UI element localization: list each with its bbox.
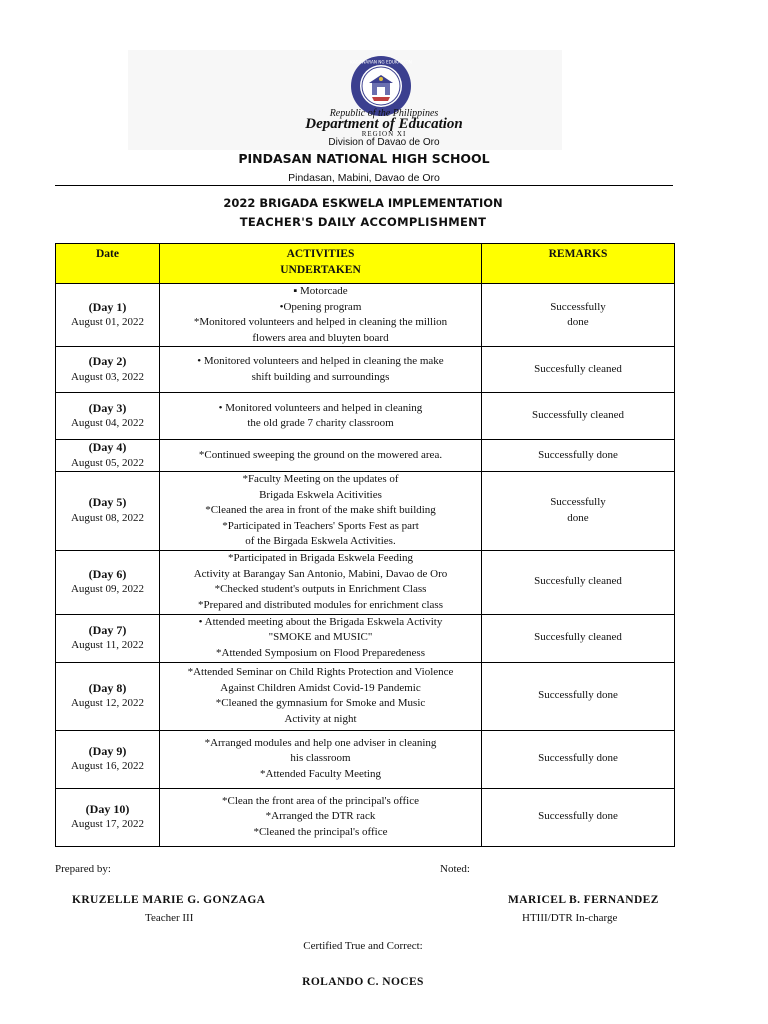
table-row — [56, 284, 675, 347]
document-title: 2022 BRIGADA ESKWELA IMPLEMENTATION — [223, 196, 503, 210]
activity-line: • Attended meeting about the Brigada Eskwela Activity — [198, 615, 443, 628]
date-cell — [56, 788, 160, 846]
activity-line: flowers area and bluyten board — [252, 331, 389, 344]
remark-line: Succesfully cleaned — [534, 575, 622, 588]
activity-line: ▪ Motorcade — [293, 285, 348, 297]
activity-line: Brigada Eskwela Acitivities — [259, 488, 382, 501]
activities-cell — [160, 472, 482, 551]
activity-line: the old grade 7 charity classroom — [247, 417, 394, 429]
table-row — [56, 393, 675, 440]
activity-line: *Monitored volunteers and helped in cleaning the million — [193, 316, 448, 328]
activities-header-line1: ACTIVITIES — [286, 248, 355, 260]
date-cell — [56, 614, 160, 662]
remarks-cell — [482, 347, 675, 393]
day-number: (Day 5) — [88, 495, 127, 510]
table-row — [56, 730, 675, 788]
preparer-name: KRUZELLE MARIE G. GONZAGA — [72, 894, 266, 906]
date-value: August 01, 2022 — [70, 316, 145, 328]
date-value: August 03, 2022 — [70, 370, 145, 383]
certifier-name: ROLANDO C. NOCES — [302, 976, 424, 988]
day-number: (Day 4) — [88, 440, 127, 454]
remarks-cell — [482, 440, 675, 472]
activity-line: *Participated in Teachers' Sports Fest as part — [222, 519, 419, 532]
activities-cell — [160, 550, 482, 614]
activity-line: *Prepared and distributed modules for enrichment class — [198, 598, 443, 611]
remarks-cell — [482, 614, 675, 662]
day-number: (Day 1) — [88, 299, 127, 314]
activities-cell — [160, 614, 482, 662]
table-row — [56, 614, 675, 662]
table-row — [56, 440, 675, 472]
activities-cell — [160, 440, 482, 472]
remarks-cell — [482, 393, 675, 440]
activity-line: *Continued sweeping the ground on the mowered area. — [198, 448, 443, 461]
table-row — [56, 550, 675, 614]
table-row — [56, 662, 675, 730]
activity-line: Activity at Barangay San Antonio, Mabini, Davao de Oro — [193, 567, 448, 580]
date-cell — [56, 730, 160, 788]
noter-title: HTIII/DTR In-charge — [522, 912, 618, 924]
day-number: (Day 2) — [88, 354, 127, 368]
activities-cell — [160, 393, 482, 440]
activity-line: • Monitored volunteers and helped in cleaning the make — [197, 355, 444, 367]
activities-cell — [160, 284, 482, 347]
activity-line: his classroom — [290, 752, 351, 765]
date-value: August 09, 2022 — [70, 583, 145, 595]
activity-line: *Participated in Brigada Eskwela Feeding — [227, 552, 414, 564]
day-number: (Day 6) — [88, 566, 127, 581]
activity-line: *Attended Faculty Meeting — [260, 767, 381, 780]
date-value: August 17, 2022 — [70, 818, 145, 830]
remark-line: Succesfully cleaned — [534, 362, 622, 375]
date-cell — [56, 662, 160, 730]
header-divider — [55, 185, 673, 186]
activities-cell — [160, 788, 482, 846]
activity-line: • Monitored volunteers and helped in cleaning — [218, 401, 423, 414]
remark-line: Successfully — [550, 300, 606, 313]
remark-line: Successfully done — [538, 448, 618, 461]
school-name: PINDASAN NATIONAL HIGH SCHOOL — [238, 151, 490, 166]
remarks-cell — [482, 472, 675, 551]
date-cell — [56, 440, 160, 472]
activity-line: of the Birgada Eskwela Activities. — [245, 535, 396, 547]
table-row — [56, 472, 675, 551]
activities-cell — [160, 730, 482, 788]
date-cell — [56, 393, 160, 440]
date-value: August 12, 2022 — [70, 697, 145, 709]
date-value: August 04, 2022 — [70, 417, 145, 429]
date-cell — [56, 550, 160, 614]
school-address: Pindasan, Mabini, Davao de Oro — [288, 172, 440, 184]
noter-name: MARICEL B. FERNANDEZ — [508, 894, 659, 906]
region-label: REGION XI — [361, 130, 407, 138]
remarks-cell — [482, 662, 675, 730]
activity-line: "SMOKE and MUSIC" — [268, 631, 373, 644]
activity-line: *Attended Seminar on Child Rights Protection and Violence — [187, 666, 454, 678]
activity-line: *Faculty Meeting on the updates of — [242, 473, 399, 485]
remarks-cell — [482, 730, 675, 788]
day-number: (Day 9) — [88, 743, 127, 758]
table-header-row — [56, 244, 675, 284]
certified-label: Certified True and Correct: — [303, 940, 423, 952]
table-row — [56, 788, 675, 846]
day-number: (Day 3) — [88, 400, 127, 415]
preparer-title: Teacher III — [145, 912, 194, 924]
remark-line: done — [567, 316, 589, 328]
activity-line: *Cleaned the gymnasium for Smoke and Music — [215, 697, 426, 709]
date-cell — [56, 347, 160, 393]
activity-line: Against Children Amidst Covid-19 Pandemic — [220, 681, 421, 694]
activities-cell — [160, 662, 482, 730]
activities-header-line2: UNDERTAKEN — [280, 264, 361, 276]
date-cell — [56, 284, 160, 347]
activity-line: *Arranged the DTR rack — [265, 810, 376, 823]
date-value: August 05, 2022 — [70, 456, 145, 469]
activity-line: shift building and surroundings — [251, 370, 390, 383]
day-number: (Day 7) — [88, 622, 127, 637]
activity-line: *Cleaned the principal's office — [253, 825, 388, 838]
activity-line: *Attended Symposium on Flood Preparedeness — [216, 646, 425, 659]
table-body — [56, 284, 675, 847]
republic-label: Republic of the Philippines — [329, 108, 439, 119]
date-value: August 16, 2022 — [70, 760, 145, 772]
remark-line: done — [567, 511, 589, 524]
noted-label: Noted: — [440, 863, 470, 875]
remark-line: Successfully done — [538, 810, 618, 823]
prepared-by-label: Prepared by: — [55, 863, 111, 875]
document-subtitle: TEACHER'S DAILY ACCOMPLISHMENT — [239, 215, 487, 229]
remark-line: Successfully done — [538, 752, 618, 765]
activity-line: Activity at night — [284, 712, 357, 725]
remark-line: Successfully — [550, 496, 606, 509]
activity-line: *Cleaned the area in front of the make shift building — [205, 504, 436, 516]
remarks-cell — [482, 284, 675, 347]
activities-cell — [160, 347, 482, 393]
remarks-cell — [482, 550, 675, 614]
remarks-cell — [482, 788, 675, 846]
day-number: (Day 8) — [88, 680, 127, 695]
remark-line: Succesfully cleaned — [534, 631, 622, 644]
remark-line: Successfully done — [538, 689, 618, 702]
activities-column-header — [160, 244, 482, 284]
accomplishment-table — [55, 243, 675, 847]
date-column-header: Date — [56, 244, 160, 284]
svg-text:KAGAWARAN NG EDUKASYON: KAGAWARAN NG EDUKASYON — [350, 59, 412, 65]
remarks-column-header: REMARKS — [482, 244, 675, 284]
date-value: August 11, 2022 — [71, 639, 144, 651]
activity-line: *Checked student's outputs in Enrichment Class — [214, 583, 427, 595]
remark-line: Successfully cleaned — [532, 409, 624, 422]
department-name: Department of Education — [305, 116, 463, 132]
activity-line: *Clean the front area of the principal's office — [222, 794, 419, 807]
division-label: Division of Davao de Oro — [328, 137, 440, 148]
date-value: August 08, 2022 — [70, 511, 145, 524]
activity-line: •Opening program — [279, 300, 362, 313]
activity-line: *Arranged modules and help one adviser in cleaning — [204, 736, 437, 749]
date-cell — [56, 472, 160, 551]
day-number: (Day 10) — [85, 801, 130, 816]
table-row — [56, 347, 675, 393]
